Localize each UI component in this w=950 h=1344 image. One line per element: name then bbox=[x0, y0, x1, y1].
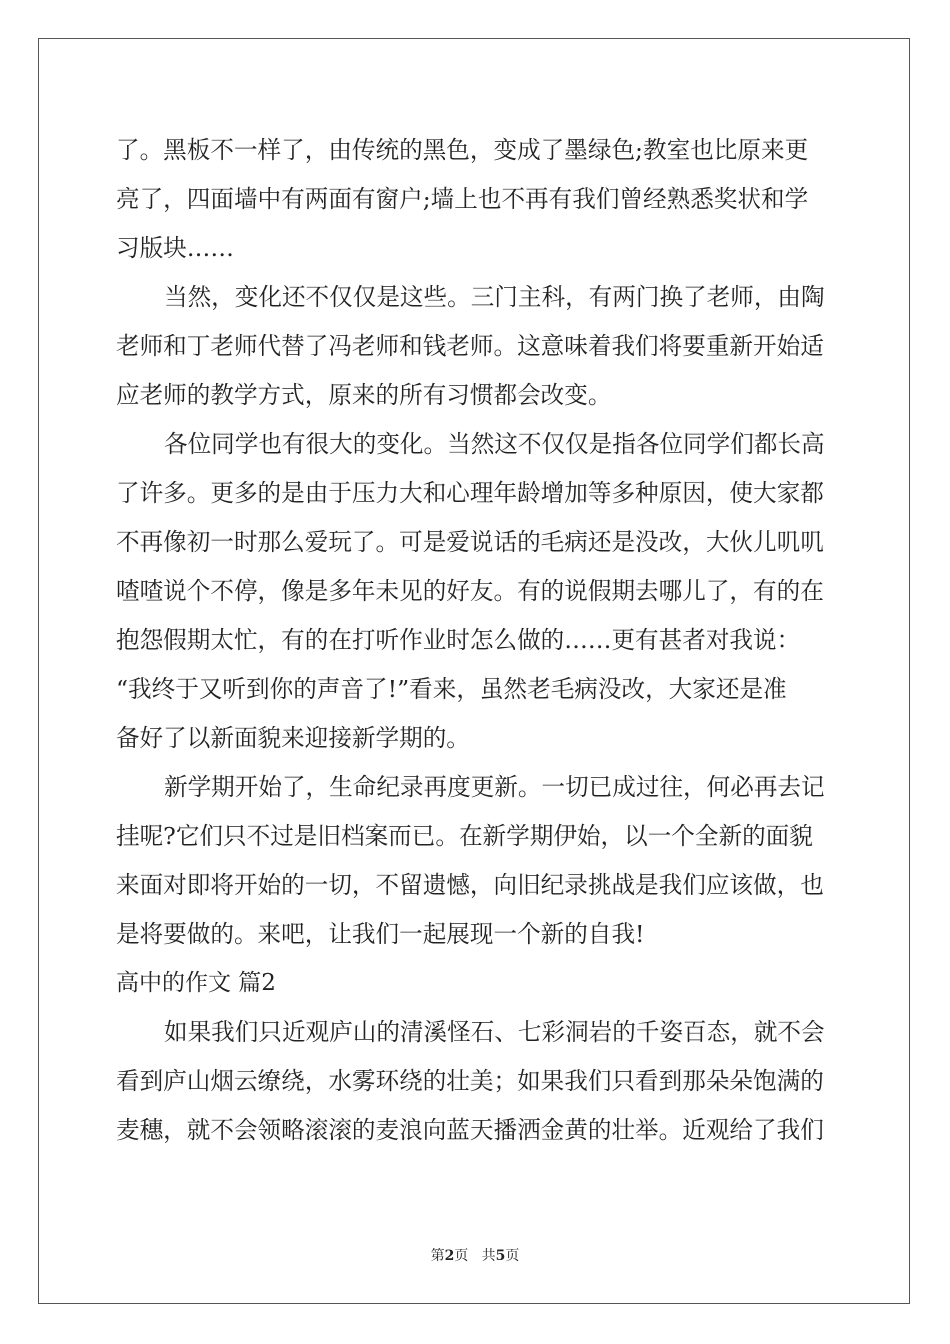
text-line: 来面对即将开始的一切，不留遗憾，向旧纪录挑战是我们应该做，也 bbox=[116, 871, 824, 899]
paragraph-start-line: 各位同学也有很大的变化。当然这不仅仅是指各位同学们都长高 bbox=[164, 430, 825, 458]
total-pages-suffix: 页 bbox=[505, 1248, 520, 1264]
text-line: 挂呢?它们只不过是旧档案而已。在新学期伊始，以一个全新的面貌 bbox=[116, 822, 813, 850]
text-line: 抱怨假期太忙，有的在打听作业时怎么做的……更有甚者对我说： bbox=[116, 626, 801, 654]
document-body bbox=[116, 126, 836, 1155]
text-line: 老师和丁老师代替了冯老师和钱老师。这意味着我们将要重新开始适 bbox=[116, 332, 824, 360]
text-line: “我终于又听到你的声音了!”看来，虽然老毛病没改，大家还是准 bbox=[116, 675, 787, 703]
paragraph-start-line: 新学期开始了，生命纪录再度更新。一切已成过往，何必再去记 bbox=[164, 773, 825, 801]
text-line: 了许多。更多的是由于压力大和心理年龄增加等多种原因，使大家都 bbox=[116, 479, 824, 507]
text-line: 应老师的教学方式，原来的所有习惯都会改变。 bbox=[116, 381, 612, 409]
page-number-suffix: 页 bbox=[454, 1248, 469, 1264]
text-line: 备好了以新面貌来迎接新学期的。 bbox=[116, 724, 470, 752]
text-line: 习版块…… bbox=[116, 234, 234, 262]
current-page-number: 2 bbox=[444, 1248, 455, 1264]
paragraph-start-line: 当然，变化还不仅仅是这些。三门主科，有两门换了老师，由陶 bbox=[164, 283, 825, 311]
paragraph-start-line: 如果我们只近观庐山的清溪怪石、七彩洞岩的千姿百态，就不会 bbox=[164, 1018, 825, 1046]
text-line: 喳喳说个不停，像是多年未见的好友。有的说假期去哪儿了，有的在 bbox=[116, 577, 824, 605]
page-footer bbox=[0, 1245, 950, 1265]
page-number-prefix: 第 bbox=[430, 1248, 445, 1264]
total-pages-prefix: 共 bbox=[481, 1248, 496, 1264]
text-line: 了。黑板不一样了，由传统的黑色，变成了墨绿色;教室也比原来更 bbox=[116, 136, 809, 164]
text-line: 不再像初一时那么爱玩了。可是爱说话的毛病还是没改，大伙儿叽叽 bbox=[116, 528, 824, 556]
section-heading: 高中的作文 篇2 bbox=[116, 970, 276, 996]
text-line: 麦穗，就不会领略滚滚的麦浪向蓝天播洒金黄的壮举。近观给了我们 bbox=[116, 1116, 824, 1144]
text-line: 是将要做的。来吧，让我们一起展现一个新的自我! bbox=[116, 920, 645, 948]
total-page-count: 5 bbox=[495, 1248, 506, 1264]
text-line: 看到庐山烟云缭绕，水雾环绕的壮美；如果我们只看到那朵朵饱满的 bbox=[116, 1067, 824, 1095]
text-line: 亮了，四面墙中有两面有窗户;墙上也不再有我们曾经熟悉奖状和学 bbox=[116, 185, 809, 213]
